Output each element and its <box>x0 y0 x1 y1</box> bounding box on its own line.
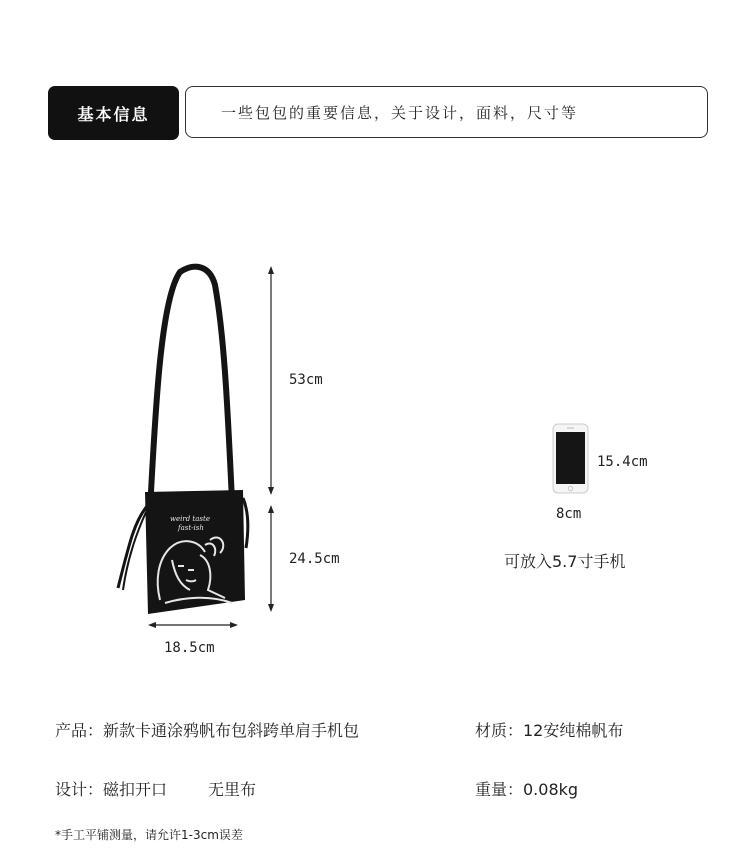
phone-screen <box>556 432 585 484</box>
spec-lining: 无里布 <box>208 780 257 799</box>
spec-product: 产品：新款卡通涂鸦帆布包斜跨单肩手机包 <box>55 721 360 740</box>
spec-material: 材质：12安纯棉帆布 <box>475 721 624 740</box>
strap-arrow-bottom <box>268 487 274 495</box>
bag-width-arrow-left <box>148 622 156 628</box>
measurement-note: *手工平铺测量，请允许1-3cm误差 <box>55 828 243 842</box>
bag-print-text-line2: fast-ish <box>178 524 204 532</box>
spec-weight: 重量：0.08kg <box>475 780 579 799</box>
bag-print-text <box>170 515 210 533</box>
bag-strap <box>150 267 232 510</box>
strap-height-label: 53cm <box>289 372 323 388</box>
bag-height-label: 24.5cm <box>289 551 340 567</box>
phone-height-label: 15.4cm <box>597 454 648 470</box>
bag-print-text-line1: weird taste <box>170 515 210 523</box>
phone-width-label: 8cm <box>556 506 582 522</box>
bag-height-arrow-top <box>268 505 274 513</box>
bag-width-label: 18.5cm <box>164 640 215 656</box>
bag-height-arrow-bottom <box>268 604 274 612</box>
spec-design: 设计：磁扣开口 <box>55 780 168 799</box>
bag-width-arrow-right <box>230 622 238 628</box>
section-description: 一些包包的重要信息，关于设计，面料，尺寸等 <box>221 103 579 122</box>
section-tag-label: 基本信息 <box>77 104 150 124</box>
phone-caption: 可放入5.7寸手机 <box>504 552 626 571</box>
strap-arrow-top <box>268 266 274 274</box>
